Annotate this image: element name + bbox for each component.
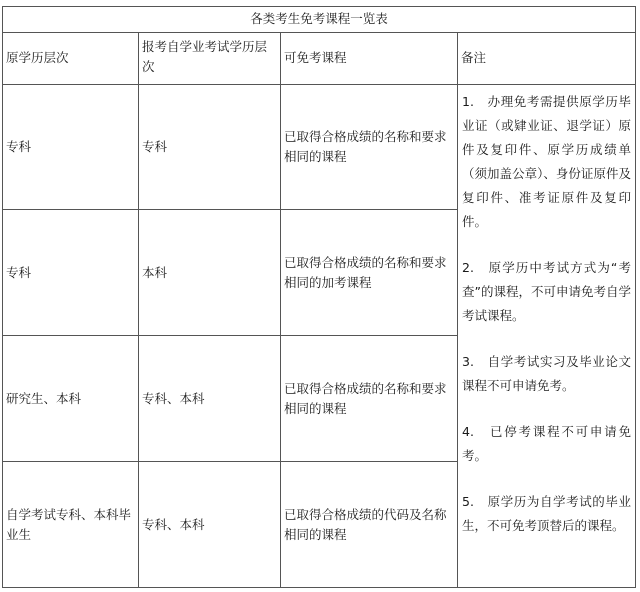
header-remarks: 备注 bbox=[461, 50, 487, 65]
row3-origin: 研究生、本科 bbox=[6, 390, 82, 406]
row4-courses: 已取得合格成绩的代码及名称相同的课程 bbox=[284, 506, 447, 542]
row1-apply: 专科 bbox=[142, 139, 168, 154]
table-border-top bbox=[2, 6, 636, 7]
header-origin-level: 原学历层次 bbox=[6, 50, 69, 65]
row2-courses: 已取得合格成绩的名称和要求相同的加考课程 bbox=[284, 254, 447, 290]
remarks-cell bbox=[458, 85, 635, 587]
table-border-bottom bbox=[2, 587, 636, 588]
row1-origin: 专科 bbox=[6, 139, 32, 154]
row2-apply: 本科 bbox=[142, 264, 168, 280]
table-title: 各类考生免考课程一览表 bbox=[250, 11, 388, 26]
remark-item: 4. 已停考课程不可申请免考。 bbox=[462, 424, 631, 463]
row3-courses: 已取得合格成绩的名称和要求相同的课程 bbox=[284, 380, 447, 416]
row1-courses: 已取得合格成绩的名称和要求相同的课程 bbox=[284, 129, 447, 164]
row2-origin: 专科 bbox=[6, 264, 32, 280]
remark-item: 3. 自学考试实习及毕业论文课程不可申请免考。 bbox=[462, 354, 631, 393]
remark-item: 2. 原学历中考试方式为“考查”的课程，不可申请免考自学考试课程。 bbox=[462, 260, 631, 323]
remark-item: 5. 原学历为自学考试的毕业生，不可免考顶替后的课程。 bbox=[462, 494, 631, 533]
title-divider bbox=[2, 32, 636, 33]
row4-apply: 专科、本科 bbox=[142, 516, 205, 532]
row4-origin: 自学考试专科、本科毕业生 bbox=[6, 506, 132, 542]
header-apply-level: 报考自学业考试学历层次 bbox=[142, 39, 268, 74]
remark-item: 1. 办理免考需提供原学历毕业证（或肄业证、退学证）原件及复印件、原学历成绩单（须加盖公章）、身份证原件及复印件、准考证原件及复印件。 bbox=[462, 94, 631, 229]
exemption-table bbox=[2, 6, 636, 588]
row3-apply: 专科、本科 bbox=[142, 390, 205, 406]
header-exempt-courses: 可免考课程 bbox=[284, 50, 347, 65]
table-border-right bbox=[635, 6, 636, 588]
